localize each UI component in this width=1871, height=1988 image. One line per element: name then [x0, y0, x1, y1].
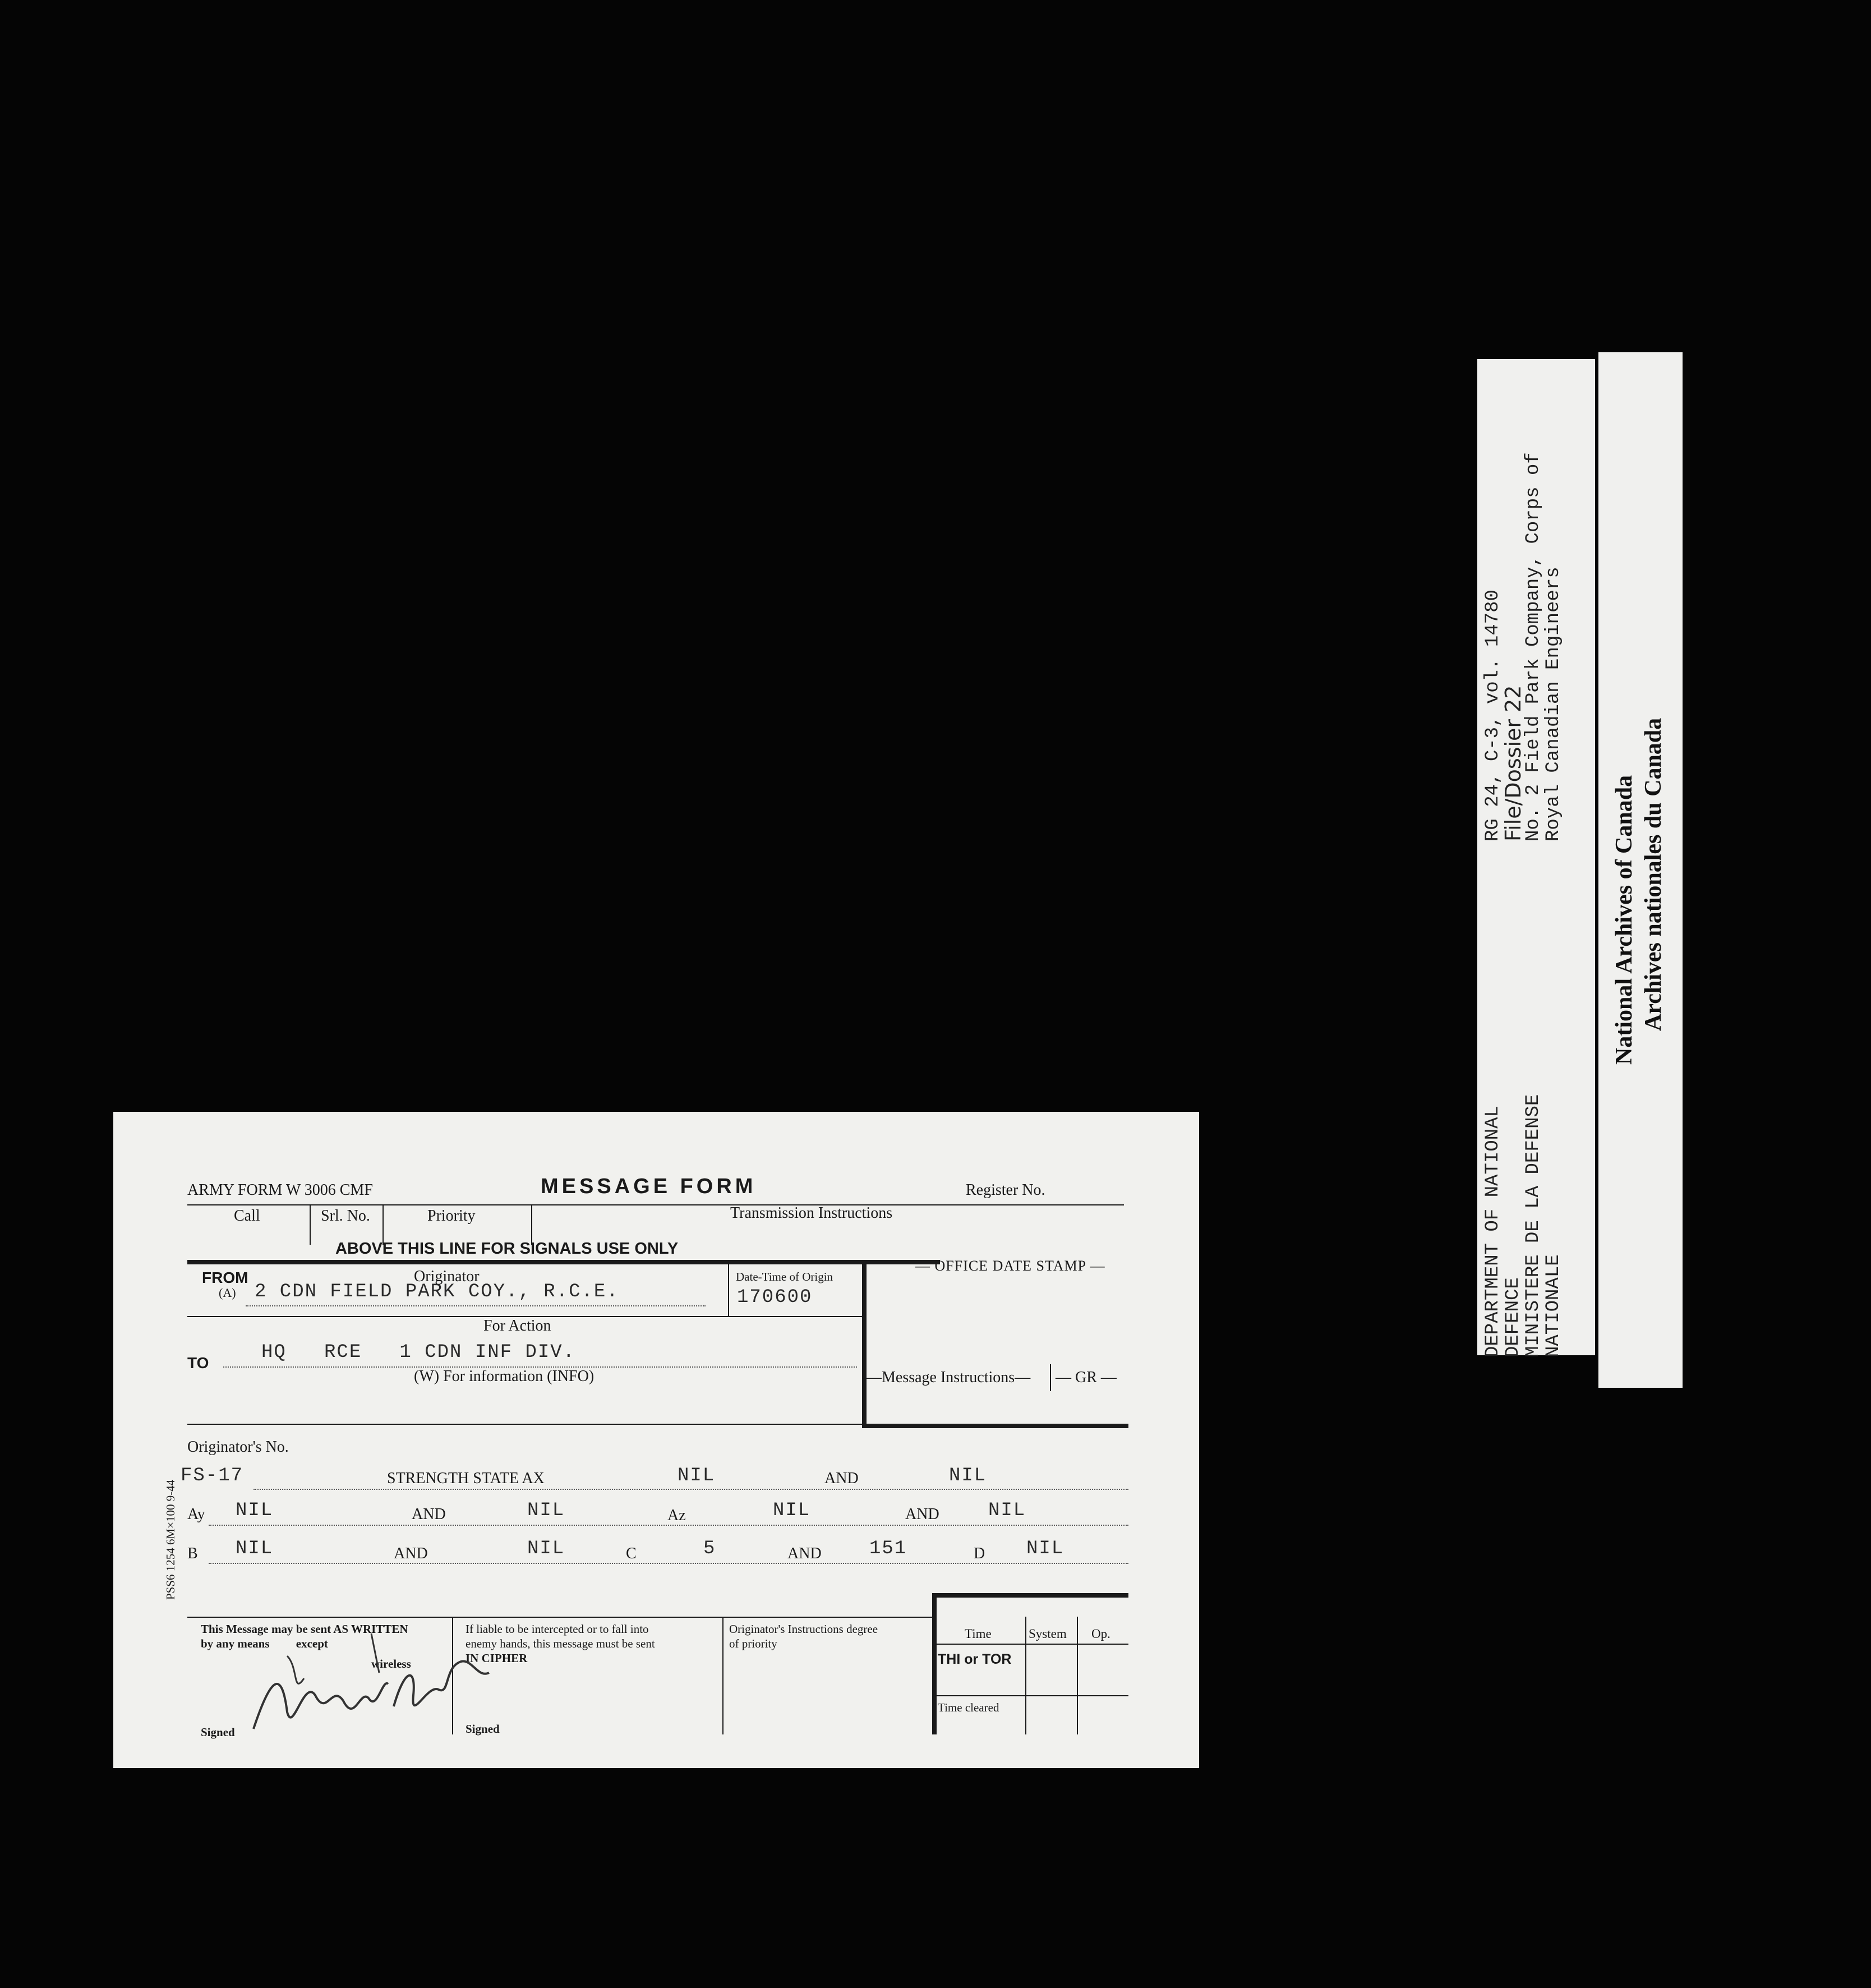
address-box-right	[862, 1260, 867, 1428]
time-cleared-label: Time cleared	[938, 1701, 999, 1714]
priority-divider	[531, 1204, 532, 1245]
from-label: FROM	[202, 1269, 248, 1286]
originator-instructions-line-2: of priority	[729, 1637, 777, 1650]
and-label-3: AND	[905, 1506, 939, 1523]
d-label: D	[974, 1545, 985, 1562]
time-box-top-thick	[932, 1593, 1128, 1598]
time-cleared-rule	[937, 1695, 1128, 1696]
az-value-1: NIL	[773, 1500, 811, 1521]
originator-instructions-line-1: Originator's Instructions degree	[729, 1622, 878, 1636]
c-value-1: 5	[703, 1538, 716, 1559]
time-header-rule	[937, 1644, 1128, 1645]
strength-state-label: STRENGTH STATE AX	[387, 1470, 545, 1487]
srl-divider	[383, 1204, 384, 1245]
header-rule	[187, 1204, 1124, 1205]
ax-value-2: NIL	[949, 1465, 987, 1487]
az-value-2: NIL	[988, 1500, 1026, 1521]
originators-no-label: Originator's No.	[187, 1438, 289, 1456]
bottom-section-rule	[187, 1617, 933, 1618]
call-divider	[310, 1204, 311, 1245]
signed-label-1: Signed	[201, 1725, 235, 1739]
dto-value: 170600	[737, 1287, 813, 1308]
gr-divider	[1050, 1364, 1051, 1391]
from-sub-label: (A)	[219, 1286, 236, 1300]
b-value-1: NIL	[236, 1538, 274, 1559]
c-value-2: 151	[869, 1538, 907, 1559]
time-system-divider	[1025, 1617, 1026, 1734]
archives-name: National Archives of Canada Archives nationales du Canada	[1611, 717, 1666, 1065]
body-line-1	[254, 1489, 1128, 1490]
sent-as-written: This Message may be sent AS WRITTEN	[201, 1622, 408, 1636]
gr-label: — GR —	[1056, 1369, 1117, 1386]
b-label: B	[187, 1545, 198, 1562]
tick-mark	[367, 1628, 389, 1678]
thi-tor-label: THI or TOR	[938, 1651, 1012, 1667]
dto-divider	[728, 1264, 729, 1316]
b-value-2: NIL	[527, 1538, 565, 1559]
call-label: Call	[234, 1207, 260, 1225]
for-action-label: For Action	[483, 1317, 551, 1334]
army-form-number: ARMY FORM W 3006 CMF	[187, 1181, 373, 1199]
dto-label: Date-Time of Origin	[736, 1270, 833, 1283]
register-no-label: Register No.	[966, 1181, 1045, 1199]
instructions-thick-rule	[862, 1424, 1128, 1428]
and-label-2: AND	[412, 1506, 446, 1523]
department-text: DEPARTMENT OF NATIONAL DEFENCE MINISTERE DE LA DEFENSE NATIONALE	[1482, 1094, 1564, 1357]
and-label-1: AND	[824, 1470, 859, 1487]
signals-use-notice: ABOVE THIS LINE FOR SIGNALS USE ONLY	[335, 1240, 679, 1258]
from-dotted-line	[246, 1305, 706, 1306]
intercept-line-3: IN CIPHER	[466, 1651, 528, 1665]
intercept-line-1: If liable to be intercepted or to fall into	[466, 1622, 649, 1636]
system-label: System	[1029, 1627, 1067, 1641]
az-label: Az	[667, 1507, 686, 1524]
ax-value-1: NIL	[678, 1465, 716, 1487]
signals-line	[187, 1260, 940, 1264]
address-bottom-rule	[187, 1424, 863, 1425]
time-label: Time	[965, 1627, 992, 1641]
srl-no-label: Srl. No.	[321, 1207, 370, 1225]
archive-label-left	[1477, 359, 1595, 1355]
ay-label: Ay	[187, 1506, 205, 1523]
intercept-divider	[722, 1617, 723, 1734]
ay-value-2: NIL	[527, 1500, 565, 1521]
to-value: HQ RCE 1 CDN INF DIV.	[261, 1342, 576, 1363]
signed-label-2: Signed	[466, 1722, 500, 1736]
d-value: NIL	[1026, 1538, 1064, 1559]
originator-label: Originator	[414, 1268, 480, 1285]
for-info-label: (W) For information (INFO)	[414, 1368, 595, 1385]
from-value: 2 CDN FIELD PARK COY., R.C.E.	[255, 1281, 619, 1303]
record-reference-text: RG 24, C-3, vol. 14780 File/Dossier 22 No. 2 Field Park Company, Corps of Royal Canadian Engineers	[1482, 452, 1564, 841]
body-line-2	[209, 1525, 1128, 1526]
archive-label-right	[1598, 352, 1683, 1388]
and-label-4: AND	[394, 1545, 428, 1562]
body-line-3	[209, 1563, 1128, 1564]
originators-no-value: FS-17	[181, 1465, 244, 1487]
office-date-stamp-label: — OFFICE DATE STAMP —	[915, 1258, 1105, 1274]
to-label: TO	[187, 1354, 209, 1372]
intercept-line-2: enemy hands, this message must be sent	[466, 1637, 655, 1650]
and-label-5: AND	[787, 1545, 822, 1562]
priority-label: Priority	[427, 1207, 476, 1225]
op-label: Op.	[1091, 1627, 1110, 1641]
transmission-instructions-label: Transmission Instructions	[730, 1204, 893, 1222]
ay-value-1: NIL	[236, 1500, 274, 1521]
message-instructions-label: —Message Instructions—	[866, 1369, 1031, 1386]
c-label: C	[626, 1545, 637, 1562]
sent-wireless: wireless	[371, 1657, 411, 1671]
side-print-code: PSS6 1254 6M×100 9-44	[164, 1479, 177, 1600]
time-box-left-thick	[932, 1593, 937, 1734]
message-form	[113, 1112, 1199, 1768]
sent-by-any-means: by any means except	[201, 1637, 328, 1650]
form-title: MESSAGE FORM	[541, 1175, 757, 1198]
system-op-divider	[1077, 1617, 1078, 1734]
